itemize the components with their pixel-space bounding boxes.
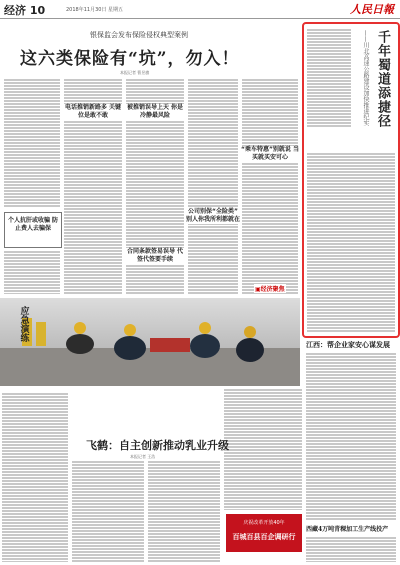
main-byline: 本报记者 曹昱旗: [120, 70, 150, 75]
photo-caption: 应急演练: [18, 306, 29, 342]
box-heading: “乘车特惠”别就说 当买就买安可心: [241, 146, 299, 161]
right-headline: 江西：帮企业家安心谋发展: [306, 340, 390, 349]
feature-subtitle: ——川北高速公路建设加快推进纪实: [362, 30, 369, 126]
text-column: [307, 28, 351, 128]
newspaper-logo: 人民日報: [350, 3, 394, 16]
banner-line1: 庆祝改革开放40年: [243, 520, 285, 526]
campaign-banner: [226, 514, 302, 552]
box-heading: 公司别保“全险类” 别人你我所利都就在: [186, 208, 241, 223]
feature-box: [302, 22, 400, 338]
box-heading: 电话推销新路多 关键位是敢不敢: [64, 104, 122, 119]
article-byline: 本报记者 王浩: [130, 454, 156, 459]
page-header: [0, 0, 400, 19]
text-column: [4, 78, 60, 208]
banner-line2: 百城百县百企调研行: [232, 533, 296, 541]
text-column: [148, 460, 220, 562]
text-column: [306, 352, 396, 520]
sidebar-box: [4, 212, 62, 248]
box-heading: 合同条款签易误导 代签代签要手续: [126, 248, 184, 263]
text-column: [4, 250, 60, 294]
right-headline: 西藏4万吨青稞加工生产线投产: [306, 526, 389, 533]
article-headline: 飞鹤：自主创新推动乳业升级: [86, 439, 229, 452]
text-column: [2, 392, 68, 562]
text-column: [224, 388, 302, 510]
text-column: [72, 460, 144, 562]
focus-tag: ▣经济聚焦: [255, 286, 285, 293]
sidebar-heading: 个人抗肝或收骗 防止费人去骗保: [7, 217, 59, 232]
section-label: 经济 10: [4, 4, 46, 17]
text-column: [186, 78, 241, 294]
main-headline: 这六类保险有“坑”，勿入！: [20, 49, 240, 69]
issue-date: 2018年11月30日 星期五: [66, 7, 124, 13]
text-column: [242, 78, 298, 294]
main-subtitle: 银保监会发布保险侵权典型案例: [90, 31, 188, 39]
box-heading: 被推销误导上天 你是冷静最风险: [126, 104, 184, 119]
text-column: [306, 536, 396, 562]
firefighters-illustration: [0, 298, 300, 386]
drill-photo: [0, 298, 300, 386]
text-column: [307, 152, 395, 332]
feature-title: 千年蜀道添捷径: [375, 30, 390, 128]
